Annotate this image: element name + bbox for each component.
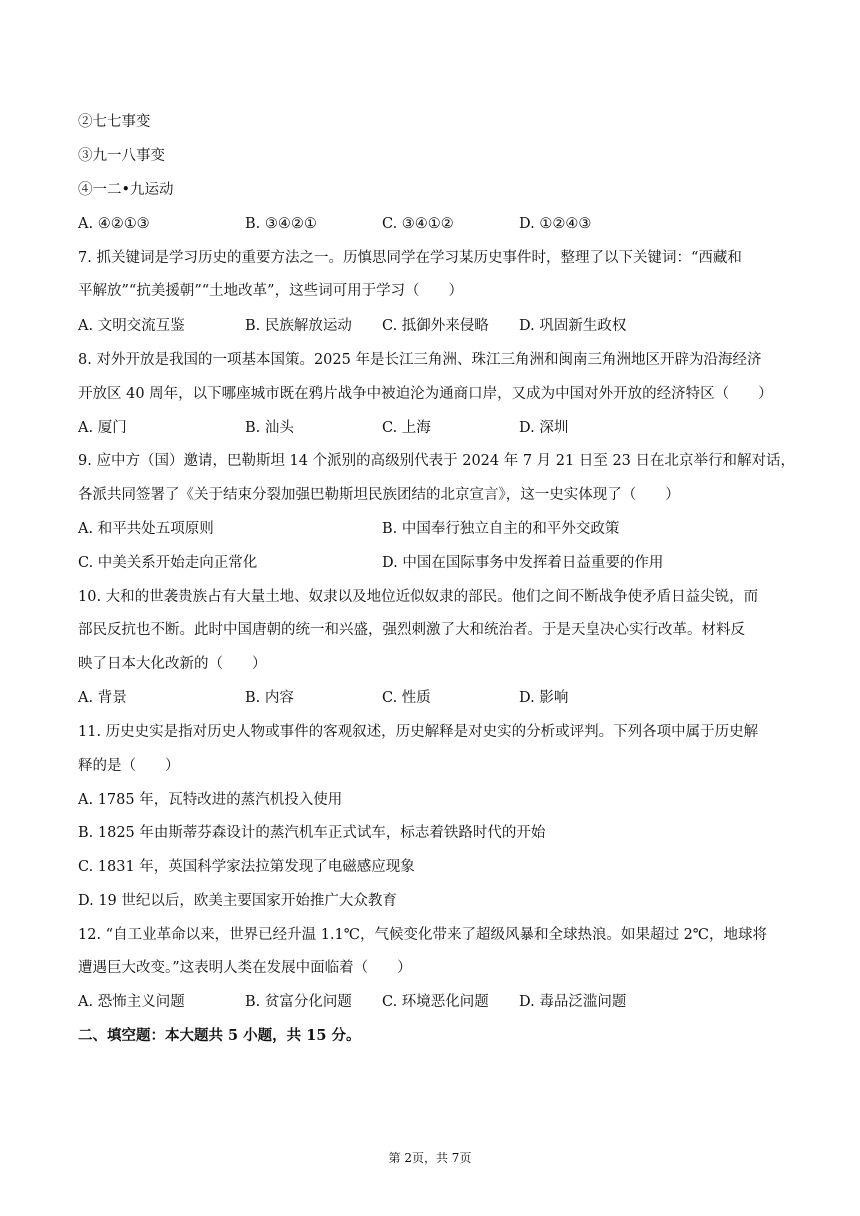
q12-option-c: C. 环境恶化问题 [382,994,489,1010]
q8-option-b: B. 汕头 [245,420,294,436]
question-9-text-line-1: 9. 应中方（国）邀请，巴勒斯坦 14 个派别的高级别代表于 2024 年 7 月 21 日至 23 日在北京举行和解对话， [78,453,796,469]
q11-option-a: A. 1785 年，瓦特改进的蒸汽机投入使用 [78,792,343,808]
q7-option-a: A. 文明交流互鉴 [78,318,185,334]
q9-option-c: C. 中美关系开始走向正常化 [78,555,258,571]
question-10-text-line-2: 部民反抗也不断。此时中国唐朝的统一和兴盛，强烈刺激了大和统治者。于是天皇决心实行改革。材料反 [78,622,745,638]
q7-option-b: B. 民族解放运动 [245,318,352,334]
q12-option-a: A. 恐怖主义问题 [78,994,185,1010]
question-9-text-line-2: 各派共同签署了《关于结束分裂加强巴勒斯坦民族团结的北京宣言》，这一史实体现了（ ） [78,487,680,503]
question-8-text-line-2: 开放区 40 周年，以下哪座城市既在鸦片战争中被迫沦为通商口岸，又成为中国对外开放的经济特区（ ） [78,386,773,402]
question-12-text-line-2: 遭遇巨大改变。”这表明人类在发展中面临着（ ） [78,960,412,976]
q11-option-d: D. 19 世纪以后，欧美主要国家开始推广大众教育 [78,893,397,909]
q8-option-a: A. 厦门 [78,420,127,436]
question-11-text-line-1: 11. 历史史实是指对历史人物或事件的客观叙述，历史解释是对史实的分析或评判。下列各项中属于历史解 [78,724,759,740]
question-10-text-line-3: 映了日本大化改新的（ ） [78,656,267,672]
q7-option-d: D. 巩固新生政权 [519,318,627,334]
q9-option-d: D. 中国在国际事务中发挥着日益重要的作用 [382,555,664,571]
q12-option-d: D. 毒品泛滥问题 [519,994,627,1010]
q11-option-c: C. 1831 年，英国科学家法拉第发现了电磁感应现象 [78,859,415,875]
page-footer: 第 2页，共 7页 [388,1151,472,1165]
q6-option-d: D. ①②④③ [519,216,592,232]
q12-option-b: B. 贫富分化问题 [245,994,352,1010]
list-item: ②七七事变 [78,114,151,130]
q8-option-d: D. 深圳 [519,420,569,436]
q6-option-a: A. ④②①③ [78,216,150,232]
q9-option-a: A. 和平共处五项原则 [78,521,214,537]
q6-option-c: C. ③④①② [382,216,454,232]
list-item: ③九一八事变 [78,148,165,164]
question-12-text-line-1: 12. “自工业革命以来，世界已经升温 1.1℃，气候变化带来了超级风暴和全球热浪。如果超过 2℃，地球将 [78,927,768,943]
q9-option-b: B. 中国奉行独立自主的和平外交政策 [382,521,620,537]
question-7-text-line-2: 平解放”“抗美援朝”“土地改革”，这些词可用于学习（ ） [78,283,464,299]
section-heading: 二、填空题：本大题共 5 小题，共 15 分。 [78,1027,361,1044]
list-item: ④一二•九运动 [78,182,174,198]
question-11-text-line-2: 释的是（ ） [78,758,180,774]
q10-option-c: C. 性质 [382,690,431,706]
q11-option-b: B. 1825 年由斯蒂芬森设计的蒸汽机车正式试车，标志着铁路时代的开始 [78,825,546,841]
question-10-text-line-1: 10. 大和的世袭贵族占有大量土地、奴隶以及地位近似奴隶的部民。他们之间不断战争使矛盾日益尖锐，而 [78,589,759,605]
q7-option-c: C. 抵御外来侵略 [382,318,489,334]
question-8-text-line-1: 8. 对外开放是我国的一项基本国策。2025 年是长江三角洲、珠江三角洲和闽南三角洲地区开辟为沿海经济 [78,352,762,368]
q6-option-b: B. ③④②① [245,216,317,232]
q10-option-d: D. 影响 [519,690,569,706]
q8-option-c: C. 上海 [382,420,431,436]
q10-option-b: B. 内容 [245,690,294,706]
q10-option-a: A. 背景 [78,690,127,706]
question-7-text-line-1: 7. 抓关键词是学习历史的重要方法之一。历慎思同学在学习某历史事件时，整理了以下关键词：“西藏和 [78,250,742,266]
